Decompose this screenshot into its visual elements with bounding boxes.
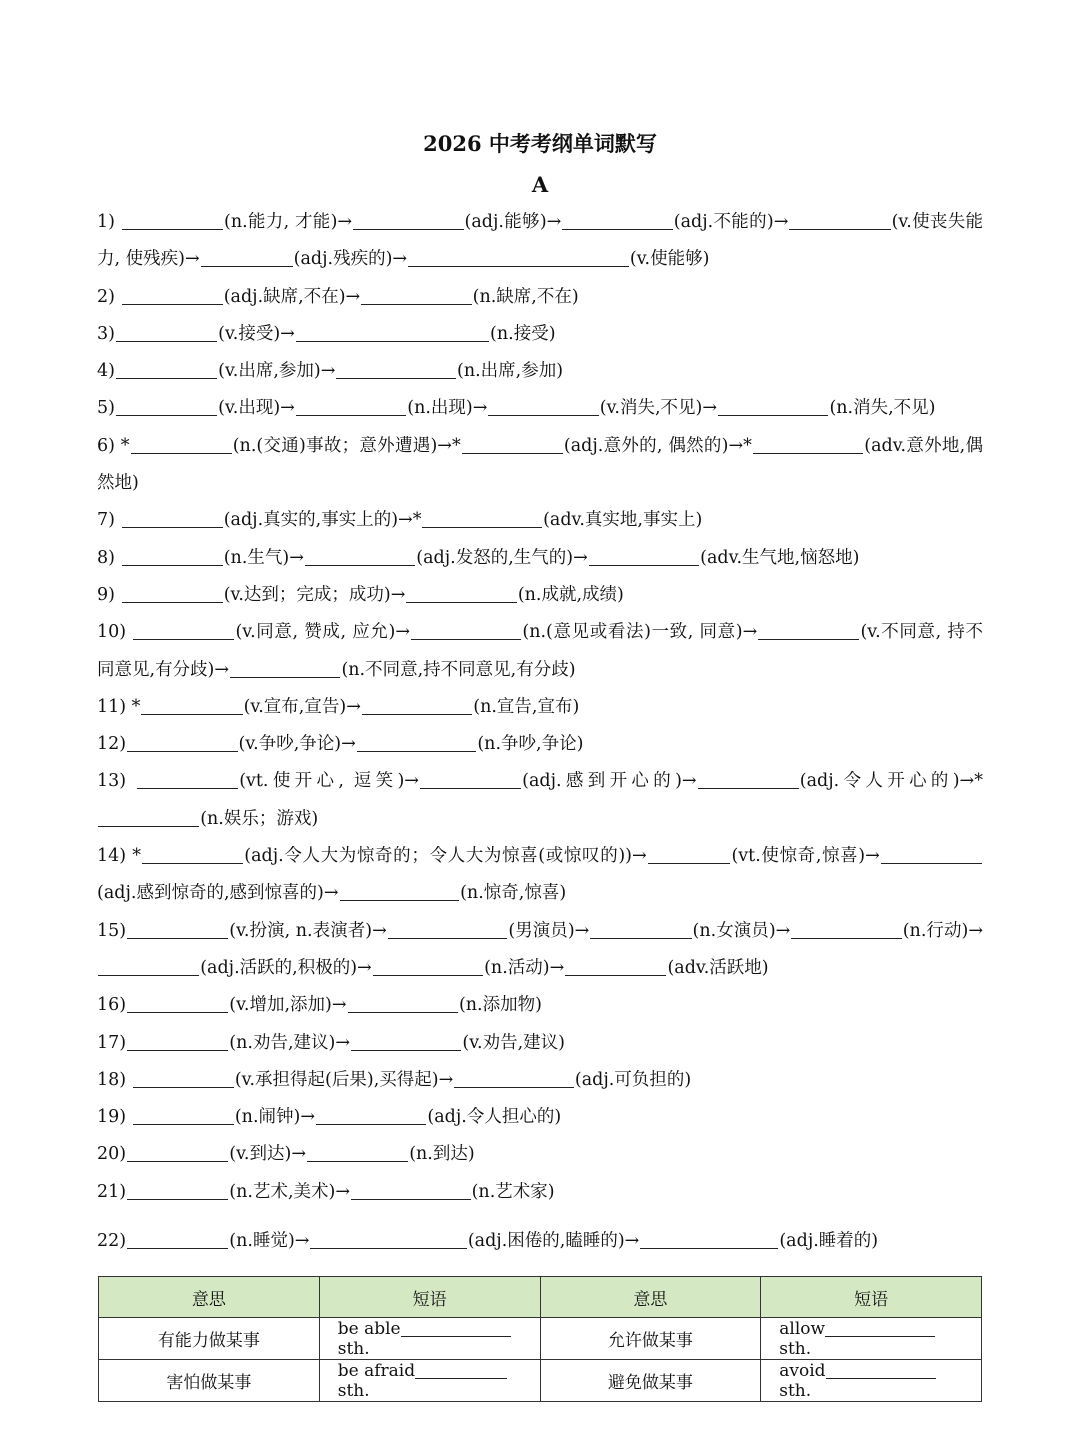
blank-line [336,358,456,379]
blank-line [462,433,563,454]
blank-line [230,657,340,678]
blank-line [791,918,901,939]
blank-line [131,433,232,454]
blank-line [307,1141,408,1162]
blank-line [296,321,489,342]
blank-line [408,246,629,267]
blank-line [758,619,859,640]
blank-line [98,955,199,976]
blank-line [296,395,406,416]
table-cell: 避免做某事 [540,1360,761,1402]
list-item: 18) (v.承担得起(后果),买得起)→ (adj.可负担的) [97,1062,983,1099]
list-item: 20) (v.到达)→ (n.到达) [97,1136,983,1173]
blank-line [789,209,890,230]
list-item: 10) (v.同意, 赞成, 应允)→ (n.(意见或看法)一致, 同意)→ (v.不同意, 持不同意见,有分歧)→ (n.不同意,持不同意见,有分歧) [97,614,983,689]
blank-line [648,843,731,864]
blank-line [305,545,415,566]
list-item: 5) (v.出现)→ (n.出现)→ (v.消失,不见)→ (n.消失,不见) [97,390,983,427]
table-row [99,1318,982,1360]
blank-line [454,1067,574,1088]
blank-line [142,843,243,864]
blank-line [127,918,228,939]
blank-line [565,955,666,976]
blank-line [881,843,982,864]
blank-line [127,1141,228,1162]
table-header: 短语 [761,1277,982,1318]
blank-line [718,395,828,416]
section-heading: A [531,172,549,197]
list-item: 2) (adj.缺席,不在)→ (n.缺席,不在) [97,279,983,316]
list-item: 16) (v.增加,添加)→ (n.添加物) [97,987,983,1024]
blank-line [122,582,223,603]
blank-line [340,880,460,901]
table-header: 意思 [99,1277,320,1318]
table-header: 短语 [319,1277,540,1318]
table-cell: 有能力做某事 [99,1318,320,1360]
page-title: 2026 中考考纲单词默写 [423,131,657,156]
list-item: 1) (n.能力, 才能)→ (adj.能够)→ (adj.不能的)→ (v.使丧失能力, 使残疾)→ (adj.残疾的)→ (v.使能够) [97,204,983,279]
blank-line [127,731,237,752]
table-cell: be ablesth. [319,1318,540,1360]
table-cell: be afraidsth. [319,1360,540,1402]
blank-line [373,955,483,976]
blank-line [411,619,521,640]
list-item: 6) * (n.(交通)事故；意外遭遇)→* (adj.意外的, 偶然的)→* (adv.意外地,偶然地) [97,428,983,503]
blank-line [401,1318,511,1337]
blank-line [133,1067,234,1088]
table-cell: avoidsth. [761,1360,982,1402]
blank-line [133,619,234,640]
blank-line [122,284,223,305]
list-item: 12) (v.争吵,争论)→ (n.争吵,争论) [97,726,983,763]
blank-line [351,1030,461,1051]
list-item: 22) (n.睡觉)→ (adj.困倦的,瞌睡的)→ (adj.睡着的) [97,1223,983,1260]
blank-line [127,992,228,1013]
blank-line [116,321,217,342]
blank-line [698,768,799,789]
list-item: 21) (n.艺术,美术)→ (n.艺术家) [97,1174,983,1211]
blank-line [362,694,472,715]
table-header: 意思 [540,1277,761,1318]
table-cell: 允许做某事 [540,1318,761,1360]
blank-line [201,246,293,267]
blank-line [415,1360,507,1379]
list-item: 4) (v.出席,参加)→ (n.出席,参加) [97,353,983,390]
phrase-table [98,1276,982,1402]
blank-line [122,209,223,230]
blank-line [361,284,471,305]
blank-line [348,992,458,1013]
blank-line [133,1104,234,1125]
table-header-row [99,1277,982,1318]
list-item: 19) (n.闹钟)→ (adj.令人担心的) [97,1099,983,1136]
blank-line [406,582,516,603]
blank-line [826,1360,936,1379]
blank-line [562,209,672,230]
blank-line [488,395,598,416]
list-item: 15) (v.扮演, n.表演者)→ (男演员)→ (n.女演员)→ (n.行动)→(adj.活跃的,积极的)→ (n.活动)→ (adv.活跃地) [97,913,983,988]
blank-line [753,433,863,454]
blank-line [127,1179,228,1200]
blank-line [825,1318,935,1337]
list-item: 13) (vt.使开心, 逗笑)→ (adj.感到开心的)→ (adj.令人开心的)→*(n.娱乐；游戏) [97,763,983,838]
blank-line [351,1179,471,1200]
blank-line [422,507,542,528]
blank-line [122,545,223,566]
list-item: 11) * (v.宣布,宣告)→ (n.宣告,宣布) [97,689,983,726]
blank-line [137,768,238,789]
blank-line [127,1228,228,1249]
word-dictation-list [97,204,983,1260]
blank-line [353,209,463,230]
list-item: 8) (n.生气)→ (adj.发怒的,生气的)→ (adv.生气地,恼怒地) [97,540,983,577]
blank-line [357,731,477,752]
blank-line [388,918,508,939]
blank-line [122,507,223,528]
table-cell: allowsth. [761,1318,982,1360]
blank-line [116,358,217,379]
blank-line [316,1104,426,1125]
blank-line [310,1228,466,1249]
list-item: 3) (v.接受)→ (n.接受) [97,316,983,353]
table-cell: 害怕做某事 [99,1360,320,1402]
blank-line [98,806,199,827]
blank-line [640,1228,778,1249]
blank-line [116,395,217,416]
blank-line [590,918,691,939]
list-item: 7) (adj.真实的,事实上的)→* (adv.真实地,事实上) [97,502,983,539]
blank-line [420,768,521,789]
blank-line [127,1030,228,1051]
blank-line [589,545,699,566]
list-item: 14) * (adj.令人大为惊奇的；令人大为惊喜(或惊叹的))→ (vt.使惊奇,惊喜)→(adj.感到惊奇的,感到惊喜的)→ (n.惊奇,惊喜) [97,838,983,913]
table-row [99,1360,982,1402]
blank-line [141,694,242,715]
list-item: 17) (n.劝告,建议)→ (v.劝告,建议) [97,1025,983,1062]
list-item: 9) (v.达到；完成；成功)→ (n.成就,成绩) [97,577,983,614]
